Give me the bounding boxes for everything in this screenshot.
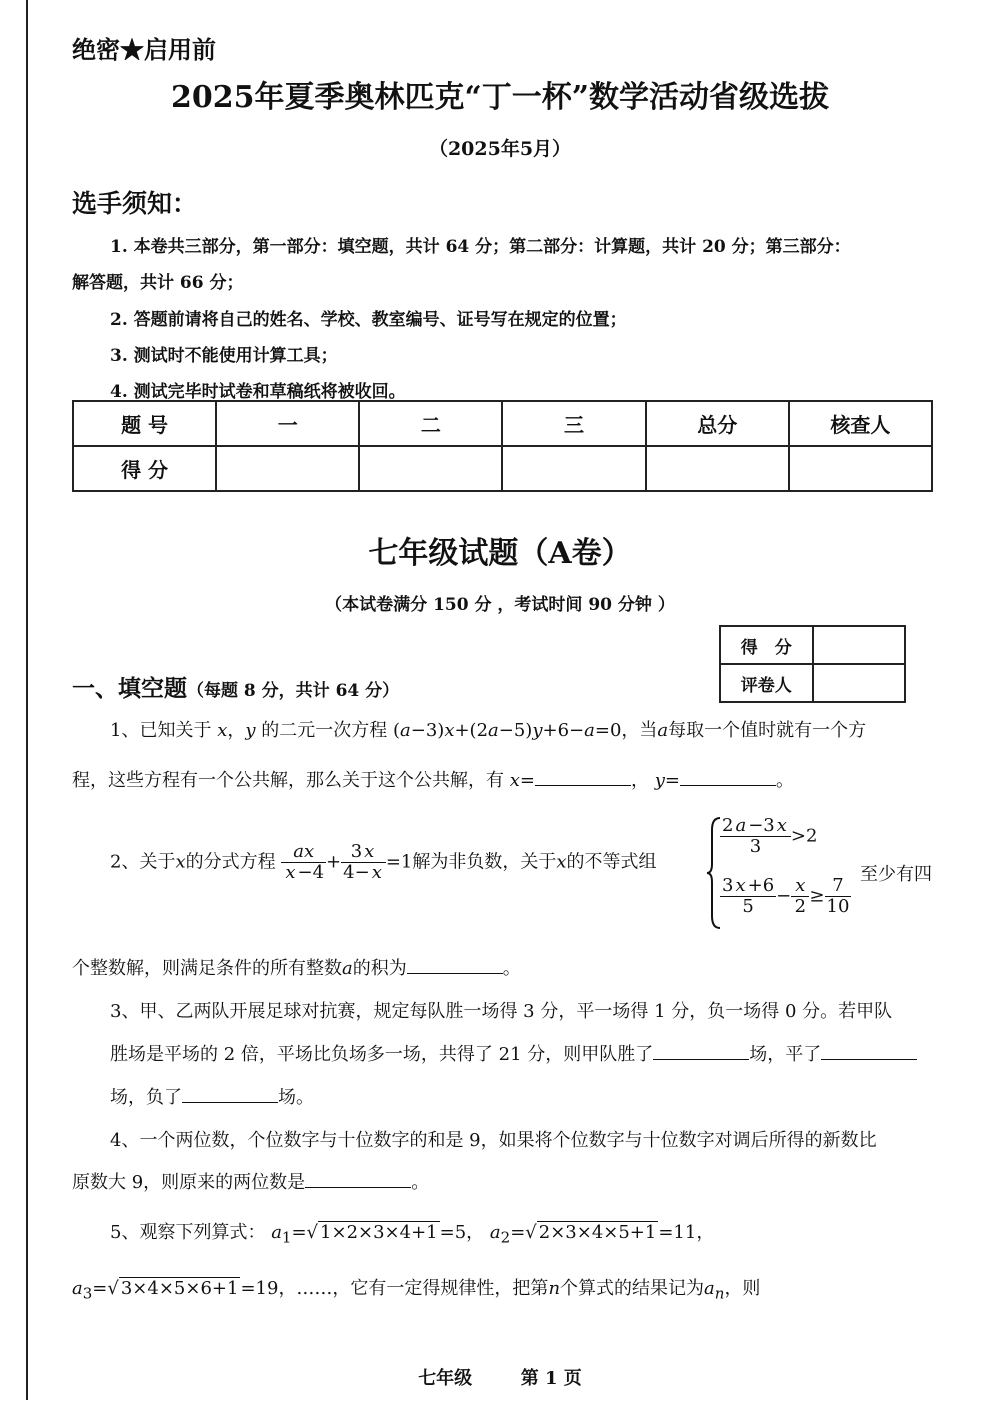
score-table-header-row [73,401,932,446]
q2-var-a: a [342,958,353,979]
exam-title: 2025年夏季奥林匹克“丁一杯”数学活动省级选拔 [170,80,829,115]
notice-item-2: 2. 答题前请将自己的姓名、学校、教室编号、证号写在规定的位置； [110,310,627,330]
grader-score-label: 得 分 [720,626,813,664]
q2-text-g: 。 [502,958,521,979]
q5-formula-1: $a_1=√$ 1×2×3×4+1 =5 [271,1222,467,1247]
question-3-line-1: 3、甲、乙两队开展足球对抗赛，规定每队胜一场得 3 分，平一场得 1 分，负一场得 0 分。若甲队 [110,1001,893,1022]
q2-fraction-1: $\frac{ax}{x -4}$ [281,842,326,883]
notice-item-1: 1. 本卷共三部分，第一部分：填空题，共计 64 分；第二部分：计算题，共计 20 分；第三部分： [110,237,851,257]
q2-text-c: 解为非负数，关于 [412,851,557,873]
q2-text-suffix: 至少有四 [860,864,932,885]
score-header-part1: 一 [216,401,359,446]
grader-name-label: 评卷人 [720,664,813,702]
q1-text-c: ，当 [621,720,658,741]
section-1-title: 一、填空题 [72,675,187,702]
question-2-line-2 [72,954,521,980]
score-header-label: 题 号 [73,401,216,446]
q4-text-a: 原数大 9，则原来的两位数是 [72,1172,306,1193]
notice-item-1-cont: 解答题，共计 66 分； [72,273,244,293]
footer-grade: 七年级 [418,1368,473,1389]
q1-equation: (a−3)x+(2a−5)y+6−a=0 [392,720,622,741]
grader-score-cell[interactable] [813,626,906,664]
q5-var-n: n [548,1278,561,1299]
confidential-label: 绝密★启用前 [72,35,216,64]
notice-item-3: 3. 测试时不能使用计算工具； [110,346,338,366]
question-5-line-2 [72,1274,760,1303]
section-1-heading [72,670,399,703]
q2-var-x: x [175,851,186,873]
score-cell-total[interactable] [646,446,789,491]
exam-date: （2025年5月） [428,138,572,160]
q1-answer-y-blank[interactable] [680,784,776,786]
grader-box [719,625,906,703]
score-header-checker: 核查人 [789,401,932,446]
q2-var-x2: x [556,851,567,873]
paper-subtitle: （本试卷满分 150 分 ，考试时间 90 分钟 ） [325,595,675,615]
q2-inequality-system [706,814,856,932]
q2-answer-blank[interactable] [407,972,503,974]
score-table-score-row [73,446,932,491]
q2-text-f: 的积为 [352,958,407,979]
q2-text-b: 的分式方程 [185,851,276,873]
score-cell-part2[interactable] [359,446,502,491]
q2-text-d: 的不等式组 [566,851,657,873]
question-1-line-2: 程，这些方程有一个公共解，那么关于这个公共解，有 x= ， y= 。 [72,770,794,791]
binding-line [26,0,28,1400]
score-cell-part1[interactable] [216,446,359,491]
q3-losses-blank[interactable] [182,1101,278,1103]
page-footer [0,1364,1000,1390]
q3-wins-blank[interactable] [653,1058,749,1060]
score-cell-checker[interactable] [789,446,932,491]
q5-formula-2: $a_2=√$ 2×3×4×5+1 =11 [489,1222,697,1247]
q2-inequality-2: $\frac{3 x +6}{5}$ − $\frac{x}{2}$ ≥ $\frac{7}{10}$ [722,875,850,917]
question-5-line-1: 5、观察下列算式： $a_1=√$ 1×2×3×4+1 =5， $a_2=√$ 2×3×4×5+1 =11， [110,1222,715,1247]
q2-text-a: 2、关于 [110,851,176,873]
q1-text-f: 。 [775,770,794,791]
q3-text-a: 胜场是平场的 2 倍，平场比负场多一场，共得了 21 分，则甲队胜了 [110,1044,654,1065]
q5-text-c: 个算式的结果记为 [560,1278,705,1299]
q2-fraction-2: $\frac{3 x}{4- x}$ [341,842,386,883]
q1-answer-x-blank[interactable] [535,784,631,786]
score-header-total: 总分 [646,401,789,446]
q3-text-d: 场。 [278,1087,314,1108]
question-4-line-1: 4、一个两位数，个位数字与十位数字的和是 9，如果将个位数字与十位数字对调后所得的新数比 [110,1130,877,1151]
q2-text-e: 个整数解，则满足条件的所有整数 [72,958,342,979]
footer-page-number: 第 1 页 [520,1368,582,1389]
score-header-part2: 二 [359,401,502,446]
q3-text-b: 场，平了 [749,1044,822,1065]
paper-title: 七年级试题（A卷） [368,536,632,571]
q3-text-c: 场，负了 [110,1087,182,1108]
q1-text-a: 1、已知关于 [110,720,212,741]
q1-var-a: a [657,720,669,741]
notice-heading: 选手须知： [72,189,198,218]
question-1-line-1: 1、已知关于 x，y 的二元一次方程 (a−3)x+(2a−5)y+6−a=0，当a每取一个值时就有一个方 [110,720,867,741]
grader-name-cell[interactable] [813,664,906,702]
score-row-label: 得 分 [73,446,216,491]
q1-text-d: 每取一个值时就有一个方 [668,720,867,741]
question-3-line-3 [110,1083,314,1109]
q1-text-e: 程，这些方程有一个公共解，那么关于这个公共解，有 [72,770,504,791]
q5-text-d: ，则 [724,1278,761,1299]
q1-var-x: x [217,720,228,741]
question-2-line-1: 2、关于x的分式方程 $\frac{ax}{x -4}$ + $\frac{3 x}{4- x}$ =1解为非负数，关于x的不等式组 [110,841,657,883]
q5-text-b: ，……，它有一定得规律性，把第 [278,1278,549,1299]
q2-inequality-1: $\frac{2 a -3 x}{3}$ >2 [722,815,818,857]
question-3-line-2 [110,1040,917,1066]
q5-var-an: $a_n$ [704,1278,725,1303]
notice-item-4: 4. 测试完毕时试卷和草稿纸将被收回。 [110,382,406,402]
q5-formula-3: $a_3=√$ 3×4×5×6+1 =19 [72,1278,279,1303]
score-table [72,400,933,492]
section-1-note: （每题 8 分，共计 64 分） [187,681,400,701]
q5-text-a: 5、观察下列算式： [110,1222,266,1243]
q4-text-b: 。 [411,1172,430,1193]
question-4-line-2 [72,1168,429,1194]
q3-draws-blank[interactable] [821,1058,917,1060]
q1-answer-y-var: y [654,770,665,791]
score-header-part3: 三 [502,401,645,446]
q1-answer-x-var: x [509,770,520,791]
score-cell-part3[interactable] [502,446,645,491]
q4-answer-blank[interactable] [305,1186,411,1188]
q1-var-y: y [245,720,256,741]
q1-text-b: 的二元一次方程 [261,720,388,741]
